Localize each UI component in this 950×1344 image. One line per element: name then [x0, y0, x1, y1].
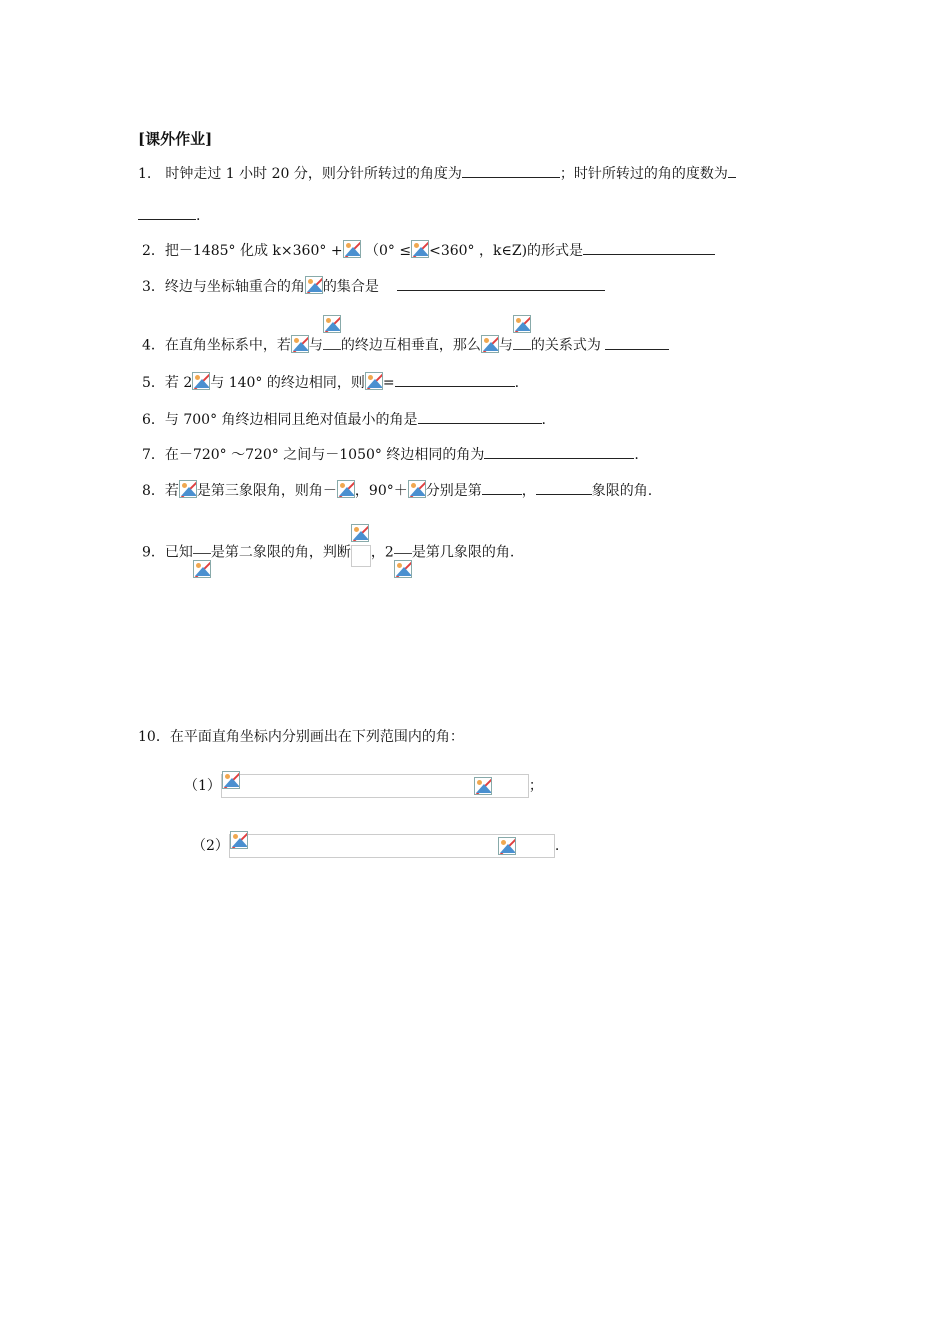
question-6: 6．与 700° 角终边相同且绝对值最小的角是 .	[142, 409, 546, 430]
formula-image-icon	[193, 560, 211, 578]
answer-blank	[583, 240, 715, 255]
formula-frame	[229, 834, 555, 858]
answer-blank	[397, 276, 605, 291]
formula-fraction	[193, 540, 211, 581]
answer-blank	[482, 480, 522, 495]
answer-blank	[728, 163, 736, 178]
formula-image-icon	[323, 315, 341, 333]
question-10-part-1: （1） ；	[184, 774, 543, 798]
formula-image-icon	[365, 372, 383, 390]
formula-image-icon	[474, 777, 492, 795]
formula-image-icon	[411, 240, 429, 258]
formula-fraction	[351, 524, 371, 573]
question-5: 5．若 2 与 140° 的终边相同，则 = .	[142, 372, 519, 393]
question-10-part-2: （2） .	[192, 834, 559, 858]
formula-image-icon	[343, 240, 361, 258]
formula-fraction	[394, 540, 412, 581]
question-1-cont: .	[138, 205, 200, 226]
formula-image-icon	[179, 480, 197, 498]
formula-fraction	[323, 315, 341, 356]
formula-image-icon	[394, 560, 412, 578]
question-9: 9．已知 是第二象限的角，判断 ，2 是第几象限的角.	[142, 528, 514, 577]
formula-image-icon	[513, 315, 531, 333]
question-2: 2．把－1485° 化成 k×360° + （0° ≤ <360° ，k∈Z)的形式是	[142, 240, 715, 261]
formula-image-icon	[305, 276, 323, 294]
formula-image-icon	[222, 771, 240, 789]
formula-image-icon	[481, 335, 499, 353]
answer-blank	[484, 444, 634, 459]
formula-image-icon	[351, 524, 369, 542]
question-8: 8．若 是第三象限角，则角－ ，90°＋ 分别是第 ， 象限的角.	[142, 480, 652, 501]
answer-blank	[605, 335, 669, 350]
answer-blank	[418, 409, 542, 424]
question-3: 3．终边与坐标轴重合的角 的集合是	[142, 276, 605, 297]
question-7: 7．在－720° ～720° 之间与－1050° 终边相同的角为 .	[142, 444, 639, 465]
answer-blank	[395, 372, 515, 387]
question-1: 1. 时钟走过 1 小时 20 分，则分针所转过的角度为 ；时针所转过的角的度数为	[138, 163, 736, 184]
formula-image-icon	[291, 335, 309, 353]
question-4: 4．在直角坐标系中，若 与 的终边互相垂直，那么 与 的关系式为	[142, 325, 669, 366]
answer-blank	[462, 163, 560, 178]
answer-blank	[536, 480, 592, 495]
formula-frame	[221, 774, 529, 798]
section-heading: [课外作业]	[138, 130, 213, 148]
formula-image-icon	[337, 480, 355, 498]
question-10: 10．在平面直角坐标内分别画出在下列范围内的角：	[138, 729, 464, 745]
answer-blank	[138, 205, 196, 220]
formula-image-icon	[192, 372, 210, 390]
formula-fraction	[513, 315, 531, 356]
formula-image-icon	[498, 837, 516, 855]
formula-image-icon	[230, 831, 248, 849]
formula-image-icon	[408, 480, 426, 498]
